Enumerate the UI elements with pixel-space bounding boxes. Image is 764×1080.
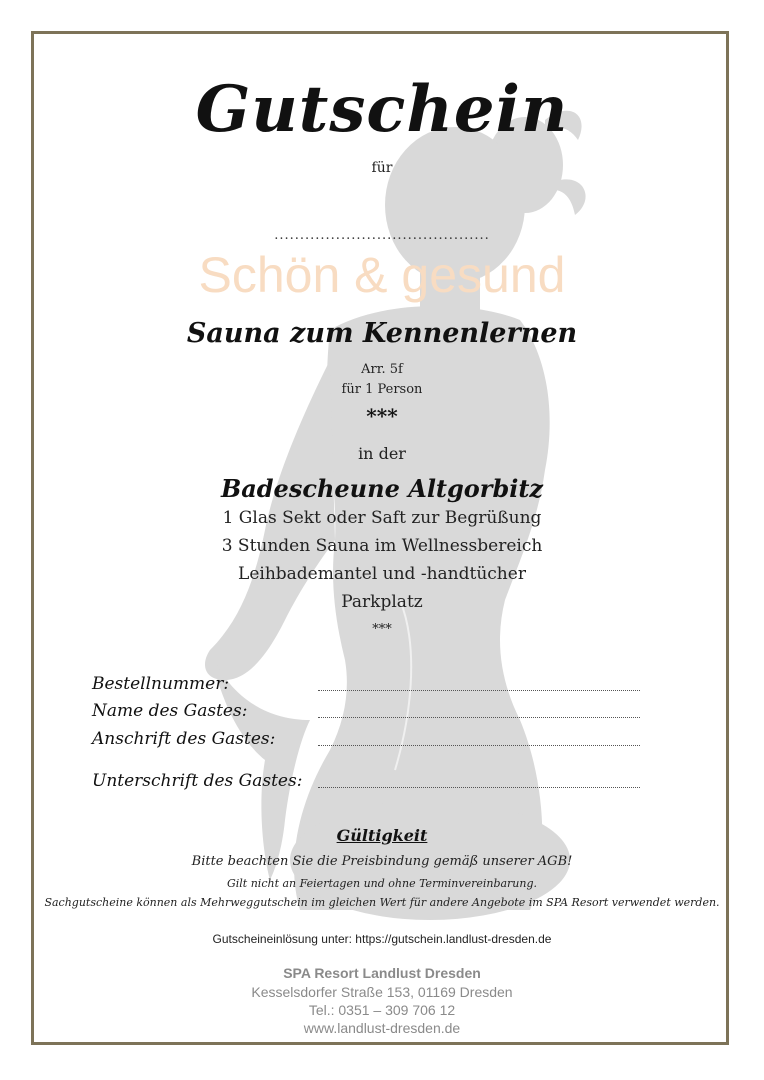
inclusion-item: 1 Glas Sekt oder Saft zur Begrüßung [222,508,542,528]
arrangement-code: Arr. 5f [361,362,403,377]
company-phone: Tel.: 0351 – 309 706 12 [308,1002,456,1018]
order-number-field[interactable] [318,690,640,691]
location-intro: in der [358,444,406,463]
inclusion-item: Parkplatz [341,592,423,612]
company-address: Kesselsdorfer Straße 153, 01169 Dresden [251,984,513,1000]
person-count: für 1 Person [341,382,423,397]
separator-bottom: *** [372,622,392,637]
guest-address-label: Anschrift des Gastes: [92,729,276,749]
offer-title: Sauna zum Kennenlernen [186,318,578,349]
validity-note-price: Bitte beachten Sie die Preisbindung gemäß unserer AGB! [191,854,573,869]
company-name: SPA Resort Landlust Dresden [283,965,481,981]
company-website[interactable]: www.landlust-dresden.de [303,1020,461,1036]
separator-top: *** [366,404,398,428]
recipient-line: .......................................... [274,228,490,243]
order-number-label: Bestellnummer: [92,674,230,694]
guest-signature-label: Unterschrift des Gastes: [92,771,303,791]
inclusion-item: 3 Stunden Sauna im Wellnessbereich [221,536,543,556]
venue-name: Badescheune Altgorbitz [220,474,544,503]
for-label: für [371,160,393,176]
inclusion-item: Leihbademantel und -handtücher [238,564,526,584]
guest-name-field[interactable] [318,717,640,718]
guest-address-field[interactable] [318,745,640,746]
overlay-slogan: Schön & gesund [198,247,566,303]
validity-heading: Gültigkeit [336,826,428,845]
validity-note-reuse: Sachgutscheine können als Mehrweggutschein im gleichen Wert für andere Angebote im SPA Resort verwendet werden. [44,896,720,909]
validity-note-holidays: Gilt nicht an Feiertagen und ohne Terminvereinbarung. [226,877,538,890]
redemption-link[interactable]: Gutscheineinlösung unter: https://gutschein.landlust-dresden.de [212,932,552,946]
guest-name-label: Name des Gastes: [92,701,248,721]
guest-signature-field[interactable] [318,787,640,788]
voucher-title: Gutschein [195,72,569,147]
